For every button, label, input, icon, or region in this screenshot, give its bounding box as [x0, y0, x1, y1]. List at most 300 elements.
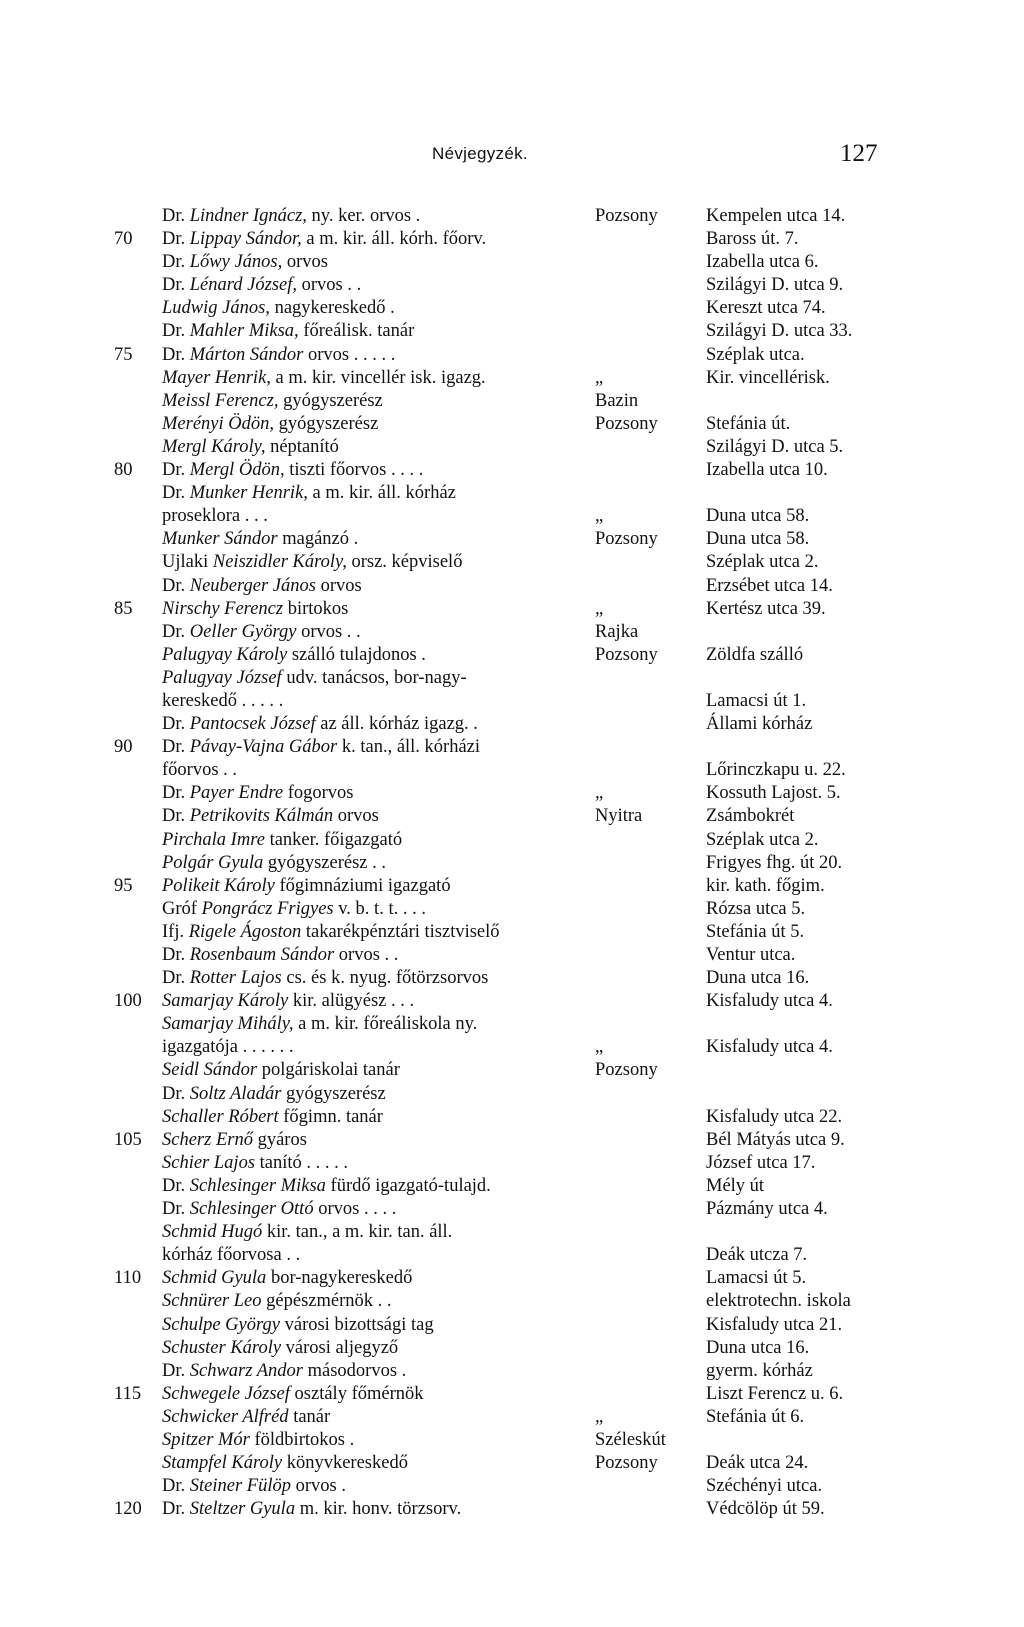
entry-name [162, 297, 395, 320]
entry-address: Lőrinczkapu u. 22. [706, 760, 846, 781]
entry-person-name: Munker Henrik, [189, 483, 308, 504]
entry-occupation: udv. tanácsos, bor-nagy- [281, 667, 467, 688]
entry-occupation: orsz. képviselő [346, 552, 463, 573]
entry-person-name: Neiszidler Károly, [212, 552, 347, 573]
directory-entry [0, 205, 1024, 228]
entry-name [162, 805, 379, 828]
directory-entry [0, 1290, 1024, 1313]
entry-number: 70 [114, 229, 133, 250]
entry-occupation: a m. kir. áll. kórház [307, 483, 456, 504]
entry-occupation: birtokos [283, 598, 349, 619]
directory-entry [0, 1083, 1024, 1106]
entry-person-name: Ludwig János, [162, 298, 270, 319]
entry-occupation: gyógyszerész [278, 390, 383, 411]
entry-prefix: Gróf [162, 898, 202, 919]
entry-number: 75 [114, 344, 133, 365]
entry-person-name: Márton Sándor [189, 344, 304, 365]
directory-entry [0, 713, 1024, 736]
entry-name [162, 251, 328, 274]
entry-name [162, 505, 268, 528]
entry-prefix: Ujlaki [162, 552, 213, 573]
entry-occupation: fürdő igazgató-tulajd. [325, 1175, 491, 1196]
entry-number: 85 [114, 598, 133, 619]
entry-prefix: Dr. [162, 344, 190, 365]
entry-address: Szilágyi D. utca 9. [706, 275, 844, 296]
entry-address: Kempelen utca 14. [706, 206, 846, 226]
entry-number: 105 [114, 1129, 142, 1150]
directory-entry [0, 1152, 1024, 1175]
entry-occupation: fogorvos [283, 783, 354, 804]
entry-name [162, 413, 378, 436]
entry-occupation: orvos . . [296, 275, 362, 296]
directory-entry [0, 251, 1024, 274]
entry-occupation: orvos . . . . [313, 1199, 397, 1220]
entry-occupation: magánzó . [277, 529, 359, 550]
directory-entry [0, 528, 1024, 551]
entry-city: „ [595, 1406, 604, 1427]
entry-address: Bél Mátyás utca 9. [706, 1129, 845, 1150]
directory-entry [0, 1452, 1024, 1475]
entry-address: Deák utcza 7. [706, 1245, 808, 1266]
entry-address: Duna utca 58. [706, 529, 810, 550]
page-header [0, 140, 1024, 174]
entry-prefix: Dr. [162, 1083, 190, 1104]
directory-entry [0, 1406, 1024, 1429]
entry-name [162, 459, 423, 482]
entry-prefix: Ifj. [162, 921, 189, 942]
entry-number: 110 [114, 1268, 142, 1289]
entry-occupation: ny. ker. orvos . [306, 206, 421, 226]
entry-name [162, 1406, 330, 1429]
entry-person-name: Palugyay Károly [162, 644, 288, 665]
entry-address: Zsámbokrét [706, 806, 795, 827]
entry-name [162, 551, 462, 574]
directory-entry [0, 898, 1024, 921]
entry-occupation: főgimnáziumi igazgató [274, 875, 451, 896]
directory-entry [0, 1129, 1024, 1152]
directory-entry [0, 1198, 1024, 1221]
entry-person-name: Oeller György [189, 621, 297, 642]
entry-person-name: Rotter Lajos [189, 968, 282, 989]
directory-entry [0, 1244, 1024, 1267]
directory-entry [0, 805, 1024, 828]
entry-name [162, 944, 398, 967]
directory-entry [0, 782, 1024, 805]
entry-name [162, 1036, 294, 1059]
entry-prefix: Dr. [162, 714, 190, 735]
entry-address: Szilágyi D. utca 5. [706, 436, 844, 457]
directory-entry [0, 297, 1024, 320]
entry-person-name: Samarjay Mihály, [162, 1014, 294, 1035]
directory-entry [0, 644, 1024, 667]
entry-city: „ [595, 506, 604, 527]
entry-city: Bazin [595, 390, 639, 411]
directory-entry [0, 829, 1024, 852]
directory-entry [0, 852, 1024, 875]
entry-address: Kisfaludy utca 4. [706, 1037, 833, 1058]
directory-entry [0, 344, 1024, 367]
entry-prefix: Dr. [162, 460, 190, 481]
entry-name [162, 1337, 398, 1360]
entry-address: Mély út [706, 1175, 765, 1196]
directory-entry [0, 1314, 1024, 1337]
entry-prefix: kórház főorvosa . . [162, 1245, 301, 1266]
directory-entry [0, 575, 1024, 598]
entry-prefix: Dr. [162, 483, 190, 504]
entry-occupation: osztály főmérnök [289, 1383, 424, 1404]
entry-city: „ [595, 1037, 604, 1058]
entry-person-name: Mayer Henrik, [162, 367, 271, 388]
entry-city: Nyitra [595, 806, 643, 827]
entry-prefix: Dr. [162, 575, 190, 596]
entry-prefix: Dr. [162, 783, 190, 804]
entry-address: József utca 17. [706, 1152, 816, 1173]
entry-person-name: Seidl Sándor [162, 1060, 258, 1081]
entry-person-name: Steiner Fülöp [189, 1476, 291, 1497]
directory-entry [0, 482, 1024, 505]
entry-occupation: kir. tan., a m. kir. tan. áll. [262, 1222, 453, 1243]
entry-occupation: néptanító [265, 436, 339, 457]
entry-person-name: Soltz Aladár [189, 1083, 282, 1104]
entry-name [162, 436, 339, 459]
entry-name [162, 1244, 300, 1267]
entry-occupation: gyógyszerész [274, 413, 379, 434]
entry-person-name: Schwegele József [162, 1383, 290, 1404]
entry-address: Széplak utca 2. [706, 552, 819, 573]
entry-occupation: városi bizottsági tag [279, 1314, 434, 1335]
entry-name [162, 990, 414, 1013]
directory-entry [0, 1013, 1024, 1036]
entry-person-name: Neuberger János [189, 575, 316, 596]
running-title: Névjegyzék. [432, 144, 528, 163]
entry-address: Kisfaludy utca 22. [706, 1106, 843, 1127]
entry-occupation: takarékpénztári tisztviselő [301, 921, 500, 942]
entry-prefix: Dr. [162, 737, 190, 758]
entry-address: Izabella utca 10. [706, 460, 828, 481]
entry-prefix: Dr. [162, 968, 190, 989]
directory-entry [0, 1036, 1024, 1059]
entry-number: 90 [114, 737, 133, 758]
entry-person-name: Schmid Gyula [162, 1268, 267, 1289]
entry-name [162, 344, 395, 367]
entry-name [162, 1360, 406, 1383]
directory-entry [0, 1267, 1024, 1290]
entry-address: Duna utca 58. [706, 506, 810, 527]
entry-person-name: Payer Endre [189, 783, 284, 804]
entry-name [162, 1013, 477, 1036]
entry-occupation: gyógyszerész . . [263, 852, 387, 873]
entry-person-name: Schnürer Leo [162, 1291, 262, 1312]
entry-address: Duna utca 16. [706, 1337, 810, 1358]
entry-person-name: Lindner Ignácz, [189, 206, 307, 226]
entry-prefix: Dr. [162, 1175, 190, 1196]
entry-person-name: Schier Lajos [162, 1152, 256, 1173]
entry-address: Kisfaludy utca 21. [706, 1314, 843, 1335]
entry-address: Kir. vincellérisk. [706, 367, 830, 388]
entry-occupation: orvos . [290, 1476, 346, 1497]
entry-address: Lamacsi út 1. [706, 690, 807, 711]
entry-name [162, 228, 486, 251]
entry-address: Pázmány utca 4. [706, 1199, 828, 1220]
entry-city: „ [595, 367, 604, 388]
entry-name [162, 320, 414, 343]
entry-name [162, 921, 500, 944]
entry-name [162, 528, 358, 551]
entry-name [162, 667, 467, 690]
entry-occupation: cs. és k. nyug. főtörzsorvos [281, 968, 489, 989]
entry-address: Frigyes fhg. út 20. [706, 852, 843, 873]
entry-person-name: Schuster Károly [162, 1337, 282, 1358]
entry-person-name: Schmid Hugó [162, 1222, 263, 1243]
directory-entry [0, 1106, 1024, 1129]
entry-occupation: gyáros [252, 1129, 307, 1150]
entry-person-name: Rigele Ágoston [188, 921, 302, 942]
entry-prefix: Dr. [162, 1360, 190, 1381]
entry-name [162, 782, 353, 805]
entry-occupation: főgimn. tanár [278, 1106, 383, 1127]
entry-name [162, 736, 480, 759]
entry-number: 100 [114, 991, 142, 1012]
entry-occupation: k. tan., áll. kórházi [337, 737, 481, 758]
entry-prefix: Dr. [162, 321, 190, 342]
entry-address: Baross út. 7. [706, 229, 799, 250]
entry-name [162, 367, 486, 390]
entry-city: Széleskút [595, 1429, 666, 1450]
entry-prefix: Dr. [162, 275, 190, 296]
entry-occupation: gépészmérnök . . [261, 1291, 392, 1312]
entry-address: Stefánia út. [706, 413, 791, 434]
entry-occupation: másodorvos . [303, 1360, 407, 1381]
entry-city: Pozsony [595, 413, 658, 434]
entry-prefix: Dr. [162, 1199, 190, 1220]
entry-city: „ [595, 783, 604, 804]
entry-name [162, 1314, 434, 1337]
entry-occupation: városi aljegyző [281, 1337, 399, 1358]
entry-person-name: Petrikovits Kálmán [189, 806, 334, 827]
entry-prefix: Dr. [162, 1476, 190, 1497]
entry-name [162, 1175, 491, 1198]
entry-person-name: Mergl Károly, [162, 436, 266, 457]
entry-name [162, 713, 478, 736]
entry-occupation: orvos [315, 575, 362, 596]
entry-address: Széchényi utca. [706, 1476, 823, 1497]
entry-address: Lamacsi út 5. [706, 1268, 807, 1289]
entry-person-name: Polikeit Károly [162, 875, 275, 896]
entry-occupation: polgáriskolai tanár [257, 1060, 400, 1081]
directory-entry [0, 621, 1024, 644]
directory-entry [0, 228, 1024, 251]
entry-occupation: orvos [282, 252, 328, 273]
entry-name [162, 690, 283, 713]
entry-prefix: Dr. [162, 1499, 190, 1520]
directory-entry [0, 690, 1024, 713]
entry-address: Duna utca 16. [706, 968, 810, 989]
entry-name [162, 1152, 348, 1175]
entry-name [162, 1083, 386, 1106]
entry-city: Pozsony [595, 1060, 658, 1081]
directory-entry [0, 367, 1024, 390]
entry-name [162, 1429, 354, 1452]
entry-address: Kertész utca 39. [706, 598, 826, 619]
page-number: 127 [840, 140, 878, 167]
entry-occupation: a m. kir. áll. kórh. főorv. [301, 229, 487, 250]
entry-address: Széplak utca 2. [706, 829, 819, 850]
directory-entry [0, 320, 1024, 343]
directory-entry [0, 875, 1024, 898]
entry-city: Pozsony [595, 529, 658, 550]
entry-name [162, 875, 451, 898]
entry-person-name: Stampfel Károly [162, 1453, 283, 1474]
directory-entry [0, 1498, 1024, 1521]
entry-occupation: bor-nagykereskedő [266, 1268, 413, 1289]
entry-person-name: Pávay-Vajna Gábor [189, 737, 338, 758]
entry-occupation: könyvkereskedő [282, 1453, 408, 1474]
entry-address: Kisfaludy utca 4. [706, 991, 833, 1012]
entry-person-name: Lippay Sándor, [189, 229, 302, 250]
entry-address: Deák utca 24. [706, 1453, 809, 1474]
entry-person-name: Munker Sándor [162, 529, 278, 550]
directory-entry [0, 1221, 1024, 1244]
directory-entry [0, 274, 1024, 297]
entry-address: Szilágyi D. utca 33. [706, 321, 853, 342]
entry-occupation: gyógyszerész [281, 1083, 386, 1104]
entry-address: Izabella utca 6. [706, 252, 819, 273]
entry-person-name: Schaller Róbert [162, 1106, 279, 1127]
entry-name [162, 1198, 396, 1221]
entry-name [162, 621, 361, 644]
entry-address: elektrotechn. iskola [706, 1291, 851, 1312]
entry-person-name: Pantocsek József [189, 714, 316, 735]
entry-name [162, 390, 383, 413]
entry-address: Kereszt utca 74. [706, 298, 826, 319]
directory-entry [0, 1059, 1024, 1082]
entry-address: gyerm. kórház [706, 1360, 813, 1381]
entry-name [162, 1267, 412, 1290]
entry-name [162, 1498, 461, 1521]
entry-address: Rózsa utca 5. [706, 898, 806, 919]
directory-entry [0, 598, 1024, 621]
entry-occupation: tanár [288, 1406, 331, 1427]
entry-person-name: Schlesinger Ottó [189, 1199, 314, 1220]
entry-city: „ [595, 598, 604, 619]
entry-address: Zöldfa szálló [706, 644, 804, 665]
entry-name [162, 598, 348, 621]
entry-occupation: tiszti főorvos . . . . [284, 460, 424, 481]
entry-person-name: Schlesinger Miksa [189, 1175, 326, 1196]
directory-entry [0, 921, 1024, 944]
entry-person-name: Schwicker Alfréd [162, 1406, 289, 1427]
entry-person-name: Nirschy Ferencz [162, 598, 284, 619]
entry-prefix: Dr. [162, 621, 190, 642]
entry-name [162, 575, 362, 598]
entry-person-name: Mergl Ödön, [189, 460, 285, 481]
entry-occupation: tanker. főigazgató [264, 829, 403, 850]
directory-entry [0, 551, 1024, 574]
directory-entry [0, 736, 1024, 759]
entry-person-name: Palugyay József [162, 667, 282, 688]
entry-address: Kossuth Lajost. 5. [706, 783, 841, 804]
entry-occupation: földbirtokos . [249, 1429, 355, 1450]
entry-name [162, 205, 420, 228]
entry-person-name: Rosenbaum Sándor [189, 945, 335, 965]
entry-address: Erzsébet utca 14. [706, 575, 833, 596]
entry-name [162, 1221, 452, 1244]
entry-number: 95 [114, 875, 133, 896]
entry-city: Pozsony [595, 206, 658, 226]
entry-number: 115 [114, 1383, 142, 1404]
entry-occupation: tanító . . . . . [255, 1152, 349, 1173]
entry-occupation: m. kir. honv. törzsorv. [295, 1499, 462, 1520]
directory-entry [0, 667, 1024, 690]
entry-address: kir. kath. főgim. [706, 875, 825, 896]
directory-entry [0, 759, 1024, 782]
entry-city: Pozsony [595, 1453, 658, 1474]
entry-person-name: Pongrácz Frigyes [201, 898, 334, 919]
entry-prefix: proseklora . . . [162, 506, 268, 527]
entry-person-name: Pirchala Imre [162, 829, 265, 850]
entry-name [162, 1452, 408, 1475]
directory-entry [0, 413, 1024, 436]
entry-person-name: Mahler Miksa, [189, 321, 299, 342]
directory-entry [0, 505, 1024, 528]
entry-name [162, 967, 488, 990]
entry-address: Ventur utca. [706, 945, 796, 965]
entry-occupation: az áll. kórház igazg. . [315, 714, 478, 735]
directory-entry [0, 390, 1024, 413]
entry-name [162, 898, 426, 921]
entry-person-name: Samarjay Károly [162, 991, 289, 1012]
entry-name [162, 482, 456, 505]
entry-name [162, 852, 386, 875]
entry-prefix: Dr. [162, 206, 190, 226]
entry-occupation: a m. kir. vincellér isk. igazg. [270, 367, 486, 388]
entry-address: Liszt Ferencz u. 6. [706, 1383, 844, 1404]
directory-entry [0, 1175, 1024, 1198]
entry-number: 120 [114, 1499, 142, 1520]
entry-person-name: Spitzer Mór [162, 1429, 250, 1450]
entry-address: Stefánia út 6. [706, 1406, 805, 1427]
entry-address: Széplak utca. [706, 344, 805, 365]
entry-person-name: Scherz Ernő [162, 1129, 253, 1150]
entry-person-name: Meissl Ferencz, [162, 390, 279, 411]
entry-occupation: orvos . . [296, 621, 361, 642]
entry-occupation: a m. kir. főreáliskola ny. [293, 1014, 478, 1035]
entry-name [162, 1290, 392, 1313]
entry-occupation: szálló tulajdonos . [287, 644, 426, 665]
entry-city: Rajka [595, 621, 639, 642]
entry-person-name: Schulpe György [162, 1314, 280, 1335]
entry-occupation: főreálisk. tanár [298, 321, 415, 342]
directory-entry [0, 459, 1024, 482]
directory-entries [0, 205, 1024, 1521]
entry-name [162, 759, 237, 782]
entry-prefix: Dr. [162, 229, 190, 250]
entry-name [162, 644, 426, 667]
directory-entry [0, 1383, 1024, 1406]
entry-name [162, 829, 402, 852]
directory-entry [0, 1429, 1024, 1452]
entry-name [162, 1129, 307, 1152]
entry-occupation: v. b. t. t. . . . [333, 898, 426, 919]
entry-occupation: kir. alügyész . . . [288, 991, 415, 1012]
entry-prefix: Dr. [162, 806, 190, 827]
entry-name [162, 274, 361, 297]
entry-name [162, 1059, 400, 1082]
entry-prefix: főorvos . . [162, 760, 238, 781]
entry-person-name: Lénard József, [189, 275, 297, 296]
entry-address: Védcölöp út 59. [706, 1499, 825, 1520]
entry-occupation: orvos [333, 806, 379, 827]
